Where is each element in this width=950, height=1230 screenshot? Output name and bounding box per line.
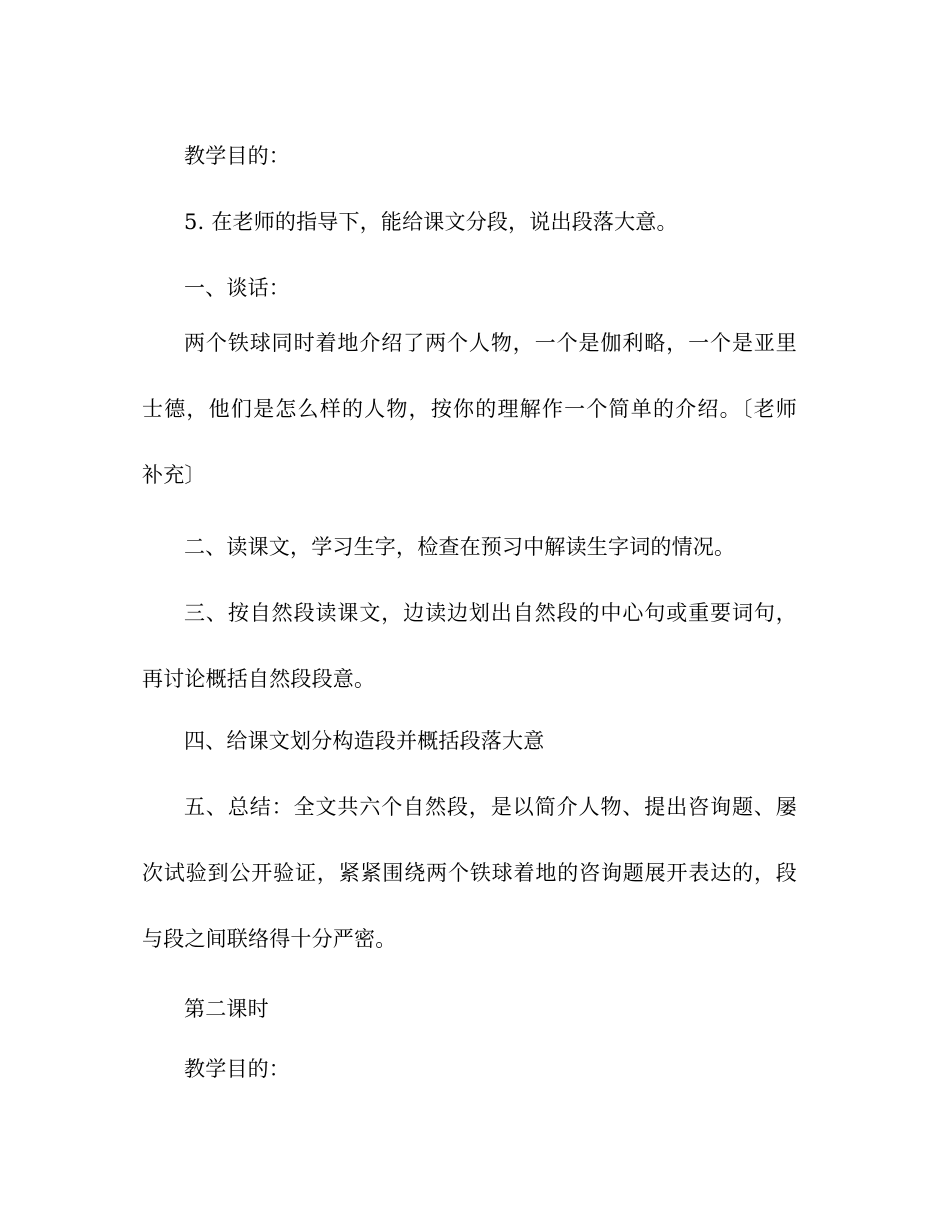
paragraph-goal-item-5 [142,189,797,255]
paragraph-line: 教学目的： [184,1057,290,1081]
paragraph-line: 三、按自然段读课文，边读边划出自然段的中心句或重要词句， [184,601,797,625]
paragraph-line: 教学目的： [184,144,290,168]
paragraph-line: 二、读课文，学习生字，检查在预习中解读生字词的情况。 [184,535,736,559]
paragraph-step-4-structure [142,708,797,774]
heading-teaching-goal-2 [142,1036,797,1102]
paragraph-line: 第二课时 [184,997,269,1021]
paragraph-step-2-read [142,514,797,580]
paragraph-line: 5. 在老师的指导下，能给课文分段，说出段落大意。 [184,210,678,234]
paragraph-line: 与段之间联络得十分严密。 [142,927,397,951]
paragraph-line: 一、谈话： [184,276,290,300]
paragraph-step-3-sections [142,580,797,712]
paragraph-introduction [142,310,797,508]
paragraph-step-5-summary [142,774,797,972]
paragraph-line: 两个铁球同时着地介绍了两个人物，一个是伽利略，一个是亚里 [184,331,797,355]
paragraph-line: 再讨论概括自然段段意。 [142,667,376,691]
paragraph-line: 四、给课文划分构造段并概括段落大意 [184,729,545,753]
paragraph-line: 补充〕 [142,463,206,487]
heading-teaching-goal [142,123,797,189]
paragraph-line: 士德，他们是怎么样的人物，按你的理解作一个简单的介绍。〔老师 [142,397,797,421]
paragraph-line: 次试验到公开验证，紧紧围绕两个铁球着地的咨询题展开表达的，段 [142,861,797,885]
paragraph-line: 五、总结：全文共六个自然段，是以简介人物、提出咨询题、屡 [184,795,797,819]
heading-second-lesson [142,976,797,1042]
